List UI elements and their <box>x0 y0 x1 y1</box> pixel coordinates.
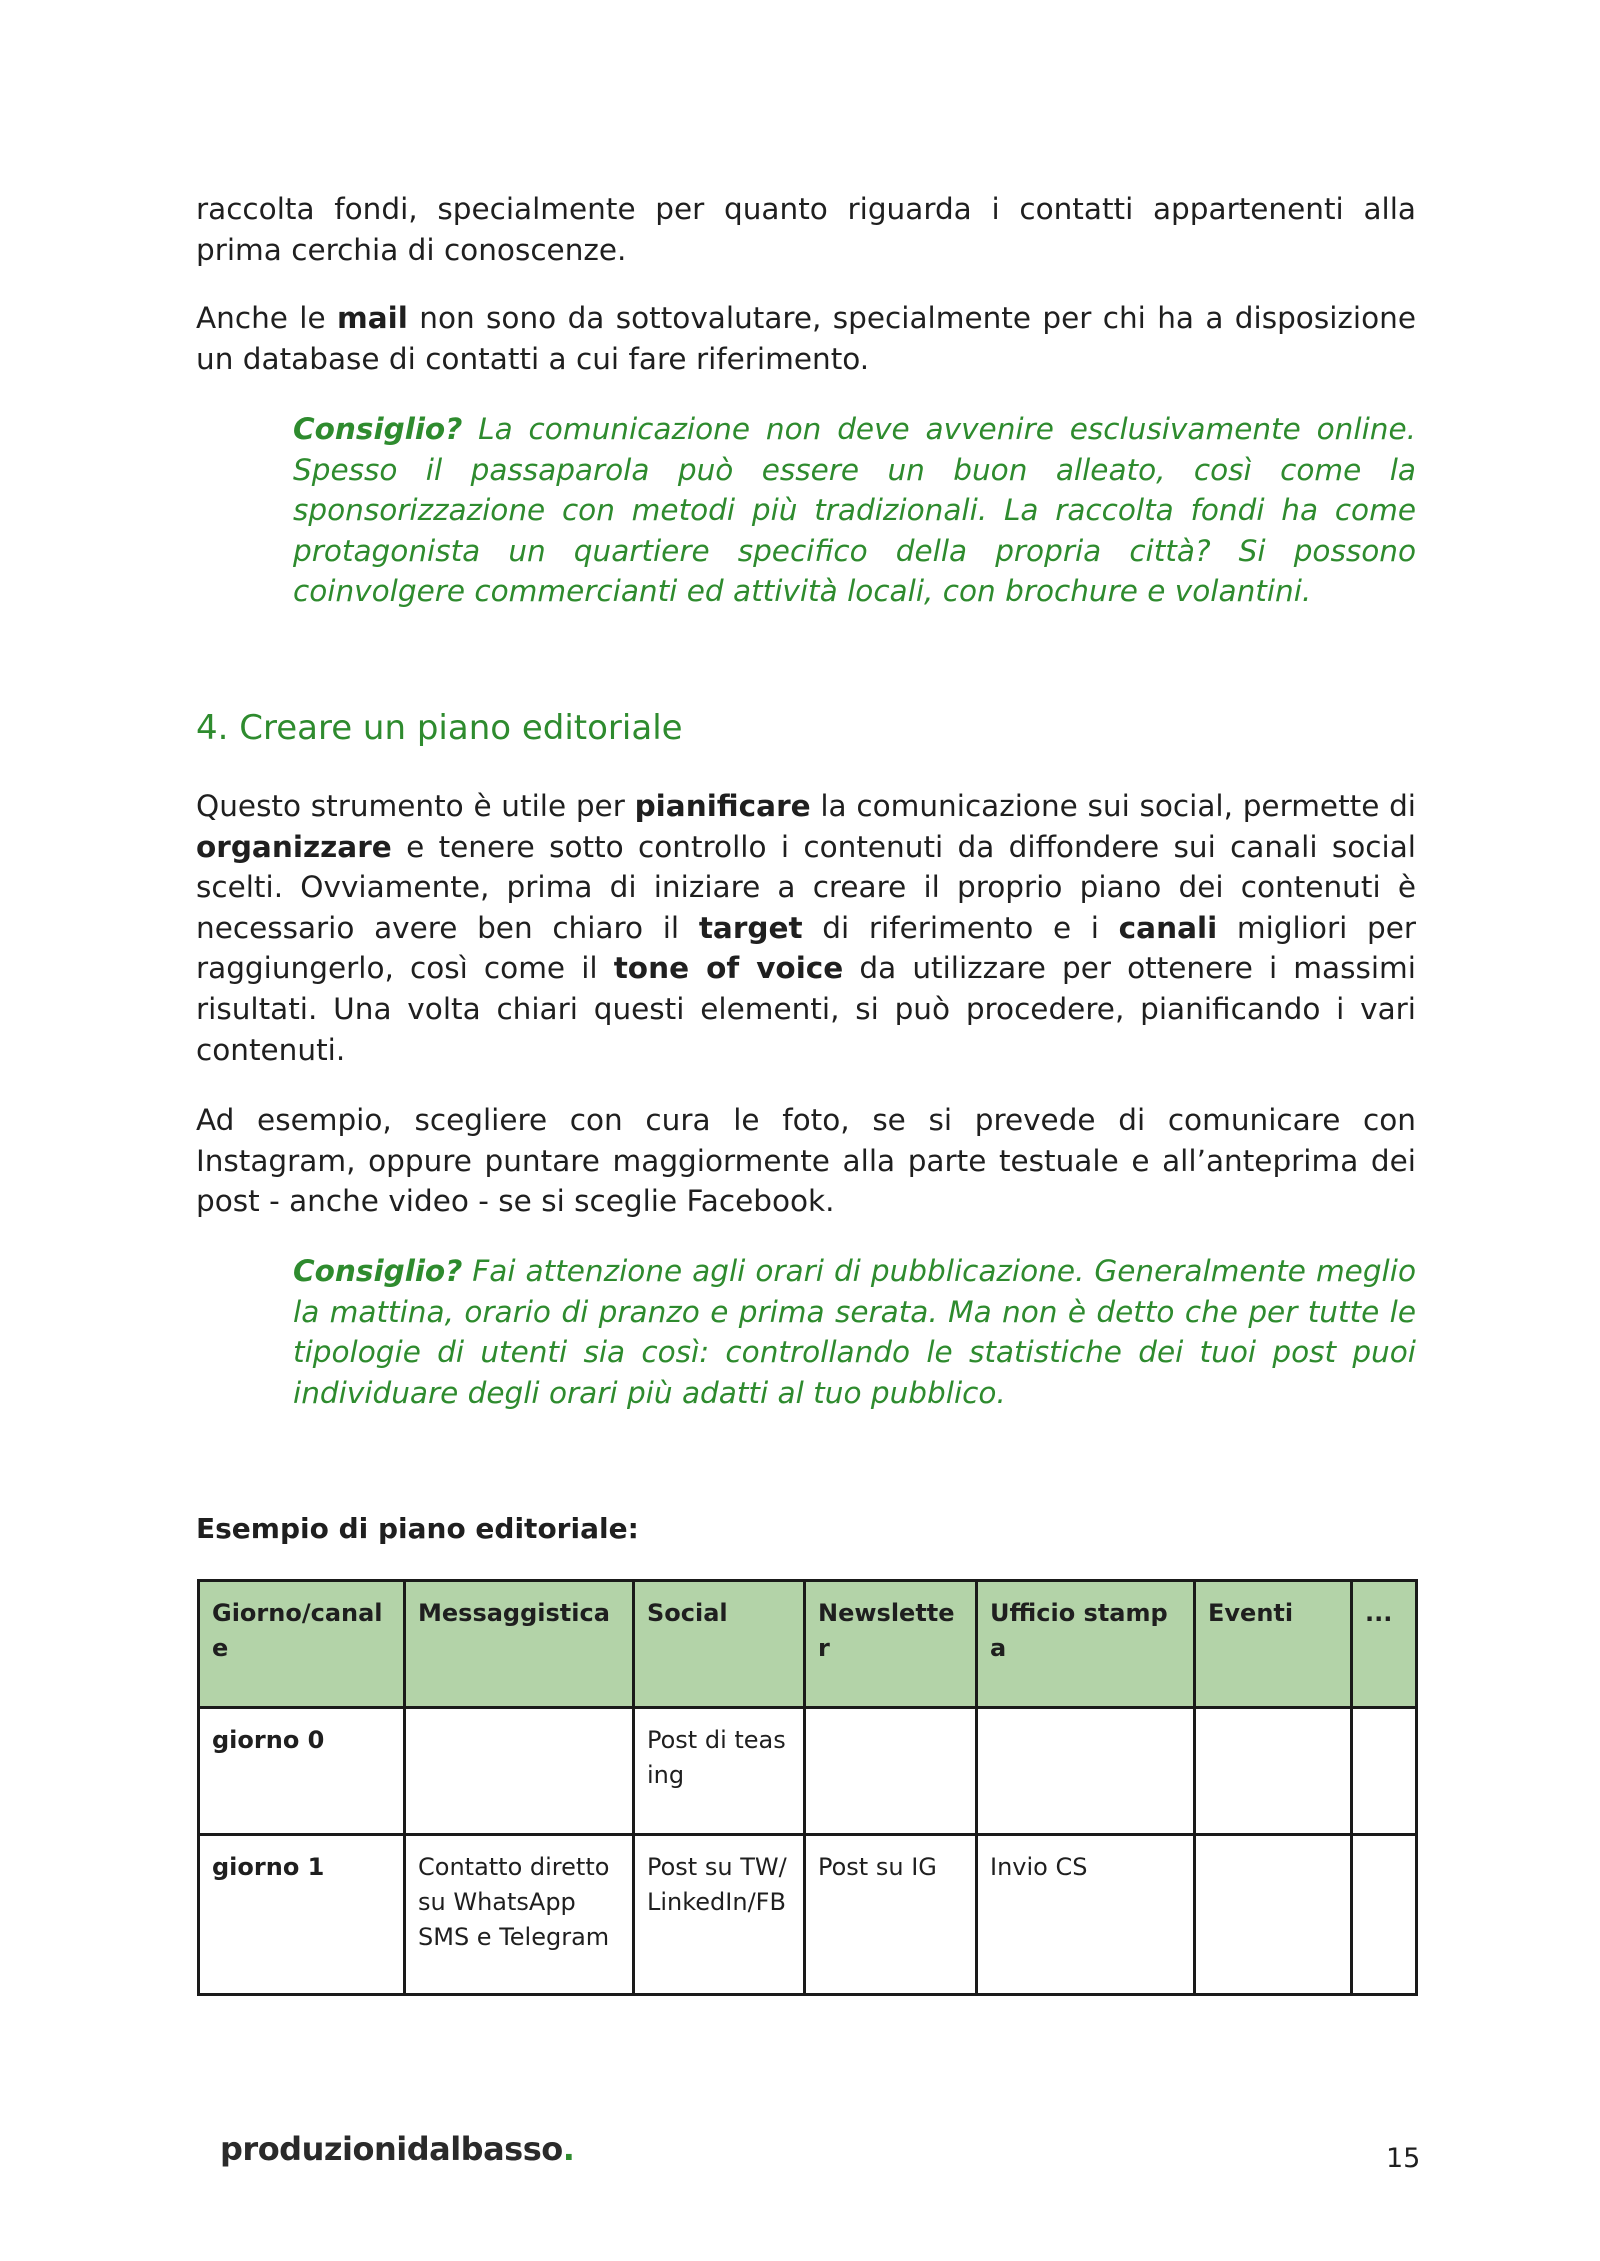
tip-box-1 <box>293 409 1416 612</box>
table-header-cell: Messaggistica <box>405 1581 634 1708</box>
paragraph-intro <box>196 189 1416 270</box>
table-cell <box>1352 1835 1417 1995</box>
table-header-cell: Eventi <box>1195 1581 1352 1708</box>
table-header-cell: Social <box>634 1581 805 1708</box>
logo-dot: . <box>562 2130 575 2168</box>
table-title: Esempio di piano editoriale: <box>196 1512 639 1545</box>
bold-mail: mail <box>337 301 408 335</box>
table-cell <box>1195 1835 1352 1995</box>
table-row <box>199 1708 1417 1835</box>
tip-box-2 <box>293 1251 1416 1413</box>
table-cell: Invio CS <box>977 1835 1195 1995</box>
table-header-row <box>199 1581 1417 1708</box>
paragraph-editorial-plan: Questo strumento è utile per pianificare la comunicazione sui social, permette di organizzare e tenere sotto controllo i contenuti da diffondere sui canali social scelti. Ovviamente, prima di iniziare a creare il proprio piano dei contenuti è necessario avere ben chiaro il target di riferimento e i canali migliori per raggiungerlo, così come il tone of voice da utilizzare per ottenere i massimi risultati. Una volta chiari questi elementi, si può procedere, pianificando i vari contenuti. <box>196 789 1417 1067</box>
table-cell: giorno 1 <box>199 1835 405 1995</box>
tip-label: Consiglio? <box>293 412 463 446</box>
tip-text: Fai attenzione agli orari di pubblicazione. Generalmente meglio la mattina, orario di pranzo e prima serata. Ma non è detto che per tutte le tipologie di utenti sia così: controllando le statistiche dei tuoi post puoi individuare degli orari più adatti al tuo pubblico. <box>293 1254 1416 1410</box>
editorial-plan-table <box>197 1579 1418 1996</box>
table-row <box>199 1835 1417 1995</box>
table-cell: giorno 0 <box>199 1708 405 1835</box>
table-header-cell: ... <box>1352 1581 1417 1708</box>
table-header-cell: Ufficio stampa <box>977 1581 1195 1708</box>
paragraph-example: Ad esempio, scegliere con cura le foto, se si prevede di comunicare con Instagram, oppure puntare maggiormente alla parte testuale e all’anteprima dei post - anche video - se si sceglie Facebook. <box>196 1103 1416 1219</box>
paragraph-mail: Anche le mail non sono da sottovalutare, specialmente per chi ha a disposizione un database di contatti a cui fare riferimento. <box>196 301 1416 376</box>
paragraph-text: raccolta fondi, specialmente per quanto riguarda i contatti appartenenti alla prima cerchia di conoscenze. <box>196 192 1416 267</box>
table-cell <box>1195 1708 1352 1835</box>
brand-logo: produzionidalbasso. <box>220 2130 575 2168</box>
table-header-cell: Newsletter <box>805 1581 977 1708</box>
table-cell: Post su TW/LinkedIn/FB <box>634 1835 805 1995</box>
table-cell <box>1352 1708 1417 1835</box>
tip-text: La comunicazione non deve avvenire esclusivamente online. Spesso il passaparola può essere un buon alleato, così come la sponsorizzazione con metodi più tradizionali. La raccolta fondi ha come protagonista un quartiere specifico della propria città? Si possono coinvolgere commercianti ed attività locali, con brochure e volantini. <box>293 412 1416 609</box>
table-header-cell: Giorno/canale <box>199 1581 405 1708</box>
section-heading: 4. Creare un piano editoriale <box>196 708 683 748</box>
table-cell <box>405 1708 634 1835</box>
page-number: 15 <box>1386 2143 1421 2174</box>
table-cell <box>977 1708 1195 1835</box>
tip-label: Consiglio? <box>293 1254 463 1288</box>
table-cell <box>805 1708 977 1835</box>
table-cell: Post di teasing <box>634 1708 805 1835</box>
table-cell: Contatto diretto su WhatsApp SMS e Telegram <box>405 1835 634 1995</box>
table-cell: Post su IG <box>805 1835 977 1995</box>
